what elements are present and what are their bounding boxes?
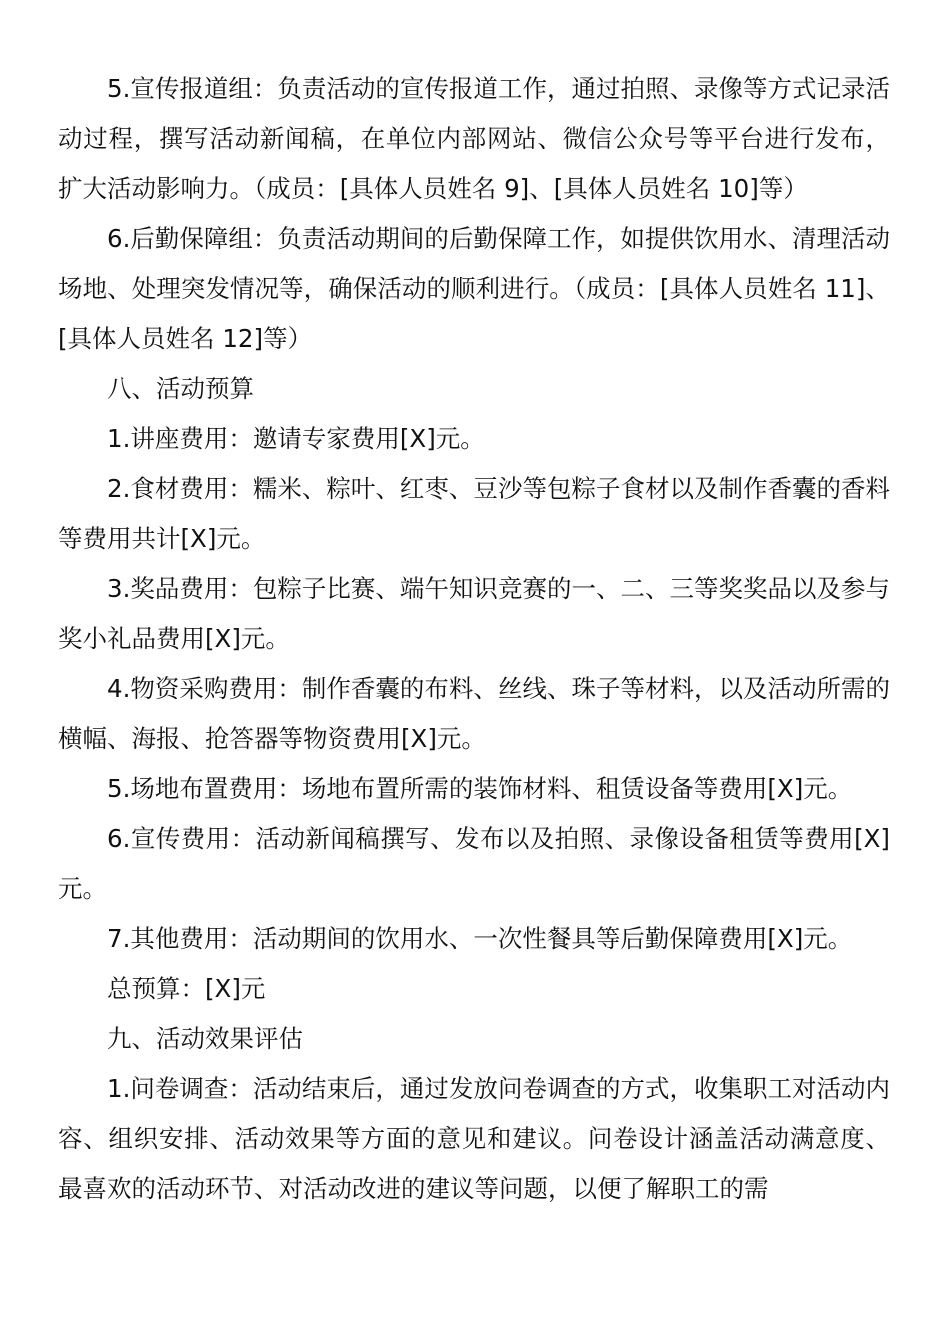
paragraph-publicity-group: 5.宣传报道组：负责活动的宣传报道工作，通过拍照、录像等方式记录活动过程，撰写活动新闻稿，在单位内部网站、微信公众号等平台进行发布，扩大活动影响力。（成员：[具体人员姓名 9]、[具体人员姓名 10]等） (58, 74, 890, 203)
paragraph-prize-cost: 3.奖品费用：包粽子比赛、端午知识竞赛的一、二、三等奖奖品以及参与奖小礼品费用[X]元。 (58, 574, 890, 653)
paragraph-venue-cost: 5.场地布置费用：场地布置所需的装饰材料、租赁设备等费用[X]元。 (107, 774, 853, 803)
paragraph-ingredient-cost: 2.食材费用：糯米、粽叶、红枣、豆沙等包粽子食材以及制作香囊的香料等费用共计[X]元。 (58, 474, 890, 553)
paragraph-publicity-cost: 6.宣传费用：活动新闻稿撰写、发布以及拍照、录像设备租赁等费用[X]元。 (58, 824, 890, 903)
paragraph-logistics-group: 6.后勤保障组：负责活动期间的后勤保障工作，如提供饮用水、清理活动场地、处理突发情况等，确保活动的顺利进行。（成员：[具体人员姓名 11]、[具体人员姓名 12]等） (58, 224, 890, 353)
section-heading-budget: 八、活动预算 (107, 374, 254, 403)
section-heading-evaluation: 九、活动效果评估 (107, 1024, 303, 1053)
paragraph-total-budget: 总预算：[X]元 (107, 974, 266, 1003)
paragraph-lecture-cost: 1.讲座费用：邀请专家费用[X]元。 (107, 424, 485, 453)
paragraph-other-cost: 7.其他费用：活动期间的饮用水、一次性餐具等后勤保障费用[X]元。 (107, 924, 853, 953)
document-page (58, 64, 890, 1214)
paragraph-materials-cost: 4.物资采购费用：制作香囊的布料、丝线、珠子等材料，以及活动所需的横幅、海报、抢答器等物资费用[X]元。 (58, 674, 890, 753)
paragraph-questionnaire: 1.问卷调查：活动结束后，通过发放问卷调查的方式，收集职工对活动内容、组织安排、活动效果等方面的意见和建议。问卷设计涵盖活动满意度、最喜欢的活动环节、对活动改进的建议等问题，以便了解职工的需 (58, 1074, 890, 1203)
